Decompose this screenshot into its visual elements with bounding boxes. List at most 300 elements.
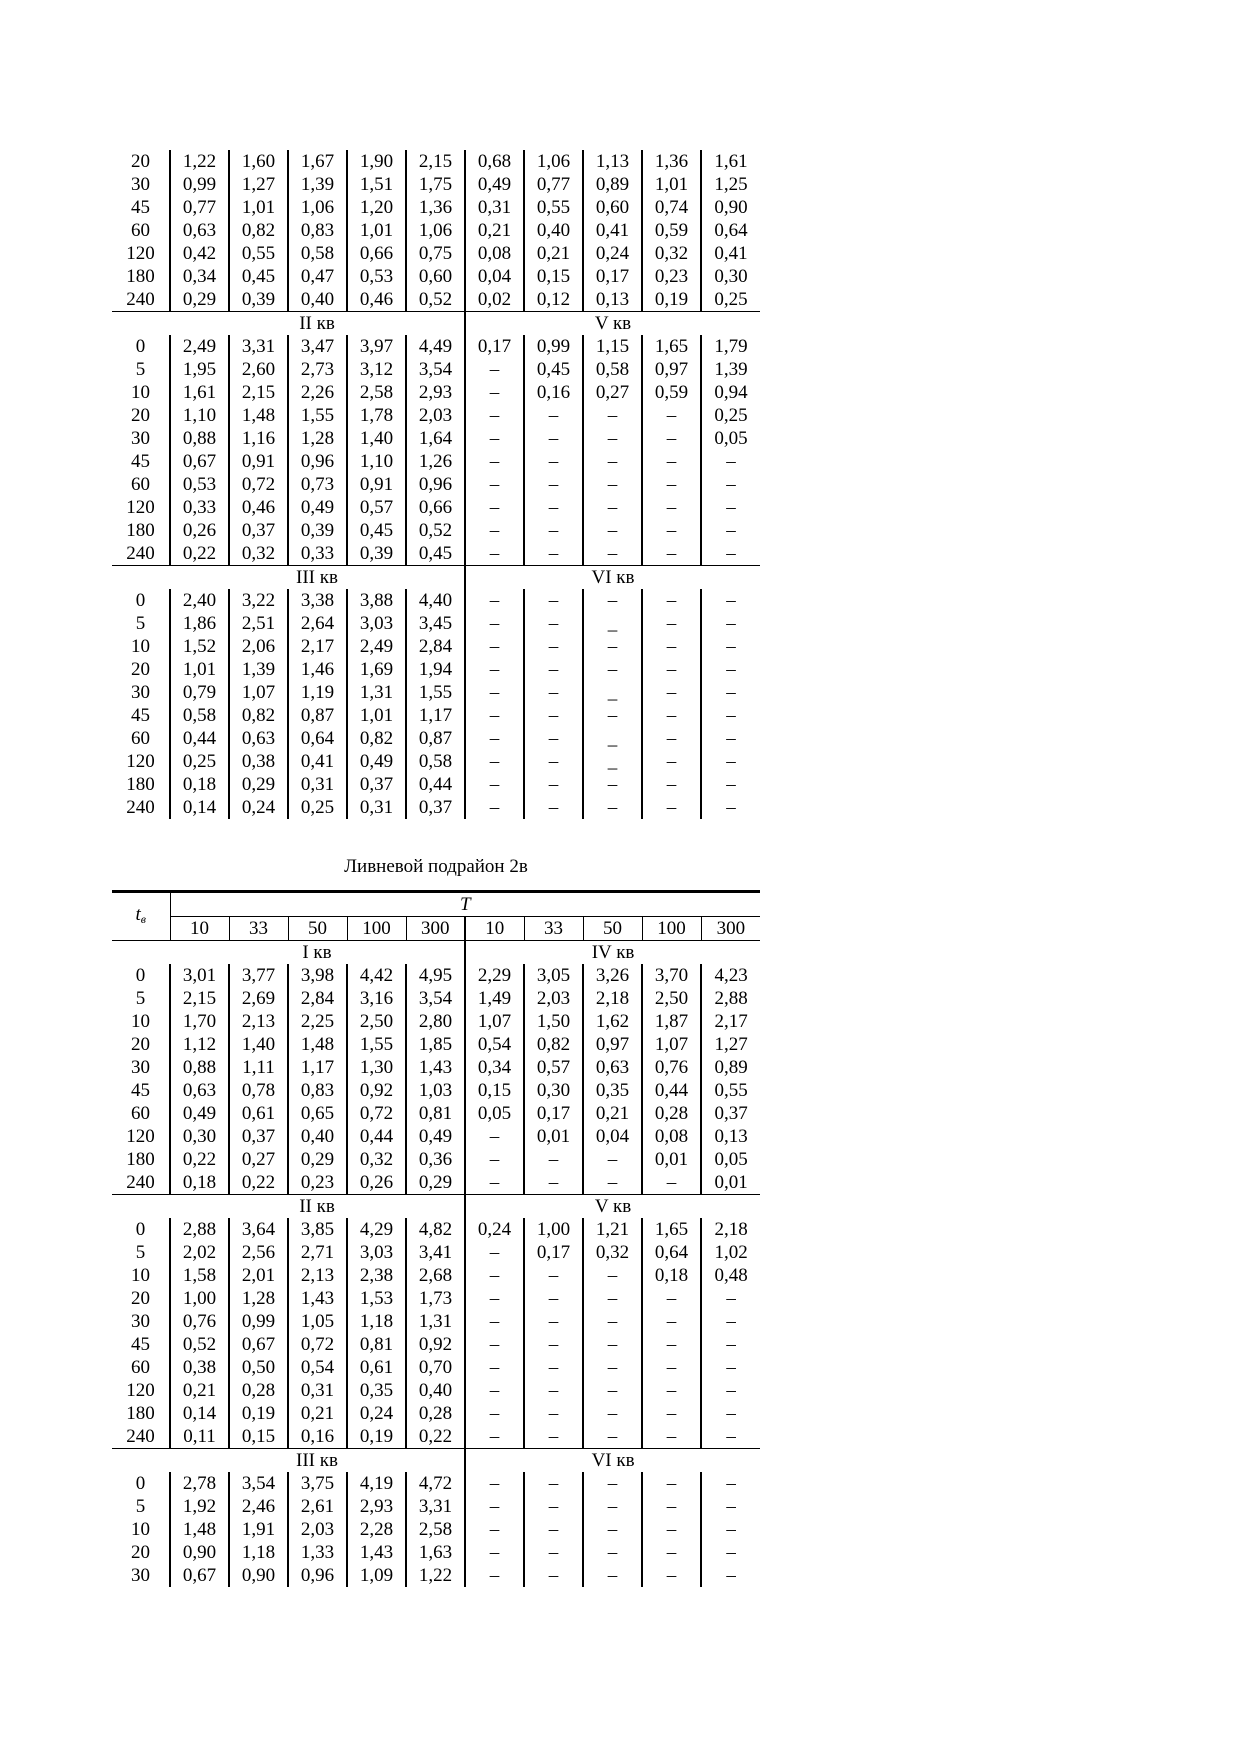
value-cell: 1,07 bbox=[229, 681, 288, 704]
table-row bbox=[112, 612, 760, 635]
table-row bbox=[112, 196, 760, 219]
value-cell: 1,46 bbox=[288, 658, 347, 681]
value-cell: 0,58 bbox=[583, 358, 642, 381]
value-cell: 2,17 bbox=[701, 1010, 760, 1033]
value-cell: 0,83 bbox=[288, 1079, 347, 1102]
value-cell: – bbox=[701, 1379, 760, 1402]
duration-cell: 60 bbox=[131, 473, 150, 495]
value-cell: 1,63 bbox=[406, 1541, 465, 1564]
value-cell: 0,58 bbox=[406, 750, 465, 773]
value-cell: 0,44 bbox=[642, 1079, 701, 1102]
value-cell: – bbox=[524, 1495, 583, 1518]
value-cell: – bbox=[465, 1310, 524, 1333]
value-cell: 0,34 bbox=[465, 1056, 524, 1079]
value-cell: 1,33 bbox=[288, 1541, 347, 1564]
value-cell: 3,64 bbox=[229, 1218, 288, 1241]
value-cell: – bbox=[583, 404, 642, 427]
value-cell: – bbox=[583, 1564, 642, 1587]
quarter-header-right: IV кв bbox=[465, 941, 760, 965]
table-row bbox=[112, 150, 760, 173]
value-cell: 4,42 bbox=[347, 964, 406, 987]
value-cell: 2,06 bbox=[229, 635, 288, 658]
duration-cell: 30 bbox=[131, 1310, 150, 1332]
value-cell: 1,87 bbox=[642, 1010, 701, 1033]
value-cell: – bbox=[583, 1356, 642, 1379]
table-row bbox=[112, 727, 760, 750]
value-cell: – bbox=[642, 635, 701, 658]
value-cell: 0,54 bbox=[288, 1356, 347, 1379]
quarter-header-row bbox=[112, 566, 760, 590]
value-cell: 0,01 bbox=[524, 1125, 583, 1148]
value-cell: 0,16 bbox=[288, 1425, 347, 1449]
value-cell: 0,65 bbox=[288, 1102, 347, 1125]
value-cell: – bbox=[524, 1425, 583, 1449]
value-cell: 1,07 bbox=[465, 1010, 524, 1033]
value-cell: – bbox=[642, 1472, 701, 1495]
value-cell: – bbox=[524, 727, 583, 750]
duration-cell: 20 bbox=[131, 1287, 150, 1309]
value-cell: 2,80 bbox=[406, 1010, 465, 1033]
value-cell: 1,86 bbox=[170, 612, 229, 635]
value-cell: 0,72 bbox=[347, 1102, 406, 1125]
table-row bbox=[112, 1033, 760, 1056]
value-cell: – bbox=[642, 1356, 701, 1379]
value-cell: 3,22 bbox=[229, 589, 288, 612]
value-cell: 3,38 bbox=[288, 589, 347, 612]
value-cell: – bbox=[583, 1402, 642, 1425]
quarter-header-right: VI кв bbox=[465, 566, 760, 590]
duration-cell: 5 bbox=[135, 358, 146, 380]
value-cell: 0,45 bbox=[524, 358, 583, 381]
value-cell: 0,92 bbox=[406, 1333, 465, 1356]
value-cell: 3,75 bbox=[288, 1472, 347, 1495]
table-row bbox=[112, 658, 760, 681]
value-cell: 2,02 bbox=[170, 1241, 229, 1264]
value-cell: 0,45 bbox=[229, 265, 288, 288]
value-cell: 0,73 bbox=[288, 473, 347, 496]
value-cell: – bbox=[642, 1425, 701, 1449]
value-cell: 1,16 bbox=[229, 427, 288, 450]
value-cell: 4,72 bbox=[406, 1472, 465, 1495]
value-cell: 0,28 bbox=[229, 1379, 288, 1402]
value-cell: 3,54 bbox=[229, 1472, 288, 1495]
value-cell: 1,00 bbox=[170, 1287, 229, 1310]
value-cell: 2,50 bbox=[347, 1010, 406, 1033]
value-cell: 0,67 bbox=[229, 1333, 288, 1356]
quarter-header-spacer bbox=[112, 941, 170, 965]
value-cell: 3,97 bbox=[347, 335, 406, 358]
table-row bbox=[112, 964, 760, 987]
value-cell: 3,98 bbox=[288, 964, 347, 987]
duration-cell: 120 bbox=[126, 242, 155, 264]
value-cell: – bbox=[524, 496, 583, 519]
value-cell: 0,37 bbox=[406, 796, 465, 819]
value-cell: 0,50 bbox=[229, 1356, 288, 1379]
duration-cell: 240 bbox=[126, 1171, 155, 1193]
value-cell: 0,76 bbox=[642, 1056, 701, 1079]
duration-cell: 0 bbox=[135, 1472, 146, 1494]
t-column-header: $t_в$ bbox=[112, 892, 170, 941]
value-cell: 1,73 bbox=[406, 1287, 465, 1310]
value-cell: 3,70 bbox=[642, 964, 701, 987]
value-cell: 0,46 bbox=[229, 496, 288, 519]
value-cell: 1,20 bbox=[347, 196, 406, 219]
value-cell: 0,31 bbox=[288, 1379, 347, 1402]
value-cell: – bbox=[465, 658, 524, 681]
value-cell: 1,85 bbox=[406, 1033, 465, 1056]
duration-cell: 5 bbox=[135, 612, 146, 634]
value-cell: 2,50 bbox=[642, 987, 701, 1010]
table-row bbox=[112, 1425, 760, 1449]
value-cell: 0,63 bbox=[229, 727, 288, 750]
quarter-header-row bbox=[112, 1449, 760, 1473]
value-cell: – bbox=[465, 1518, 524, 1541]
return-period-column-header: 100 bbox=[642, 917, 701, 941]
value-cell: 2,73 bbox=[288, 358, 347, 381]
value-cell: 0,74 bbox=[642, 196, 701, 219]
value-cell: 1,92 bbox=[170, 1495, 229, 1518]
value-cell: 0,40 bbox=[524, 219, 583, 242]
value-cell: 1,58 bbox=[170, 1264, 229, 1287]
value-cell: – bbox=[524, 750, 583, 773]
return-period-column-header: 33 bbox=[229, 917, 288, 941]
value-cell: 0,29 bbox=[288, 1148, 347, 1171]
value-cell: 0,17 bbox=[524, 1241, 583, 1264]
table-row bbox=[112, 1241, 760, 1264]
value-cell: 1,01 bbox=[347, 704, 406, 727]
value-cell: – bbox=[642, 796, 701, 819]
table-row bbox=[112, 1333, 760, 1356]
value-cell: 1,28 bbox=[229, 1287, 288, 1310]
return-period-column-header: 50 bbox=[583, 917, 642, 941]
value-cell: 1,11 bbox=[229, 1056, 288, 1079]
value-cell: – bbox=[701, 519, 760, 542]
value-cell: – bbox=[524, 1171, 583, 1195]
table-row bbox=[112, 1102, 760, 1125]
value-cell: 0,25 bbox=[170, 750, 229, 773]
value-cell: 1,69 bbox=[347, 658, 406, 681]
value-cell: – bbox=[583, 427, 642, 450]
value-cell: 1,52 bbox=[170, 635, 229, 658]
value-cell: 2,13 bbox=[288, 1264, 347, 1287]
value-cell: 2,64 bbox=[288, 612, 347, 635]
value-cell: 0,52 bbox=[406, 519, 465, 542]
value-cell: 0,31 bbox=[465, 196, 524, 219]
value-cell: 1,15 bbox=[583, 335, 642, 358]
value-cell: _ bbox=[583, 612, 642, 635]
value-cell: 0,49 bbox=[406, 1125, 465, 1148]
duration-cell: 180 bbox=[126, 1148, 155, 1170]
value-cell: 0,96 bbox=[288, 450, 347, 473]
value-cell: 0,66 bbox=[347, 242, 406, 265]
value-cell: 0,15 bbox=[229, 1425, 288, 1449]
duration-cell: 180 bbox=[126, 265, 155, 287]
value-cell: 0,63 bbox=[170, 1079, 229, 1102]
value-cell: 1,10 bbox=[170, 404, 229, 427]
value-cell: 1,64 bbox=[406, 427, 465, 450]
value-cell: 1,21 bbox=[583, 1218, 642, 1241]
value-cell: 3,45 bbox=[406, 612, 465, 635]
value-cell: 0,88 bbox=[170, 427, 229, 450]
duration-cell: 30 bbox=[131, 1564, 150, 1586]
table-row bbox=[112, 1079, 760, 1102]
value-cell: 0,25 bbox=[701, 404, 760, 427]
value-cell: 3,54 bbox=[406, 987, 465, 1010]
value-cell: – bbox=[583, 704, 642, 727]
value-cell: 0,19 bbox=[229, 1402, 288, 1425]
value-cell: 0,75 bbox=[406, 242, 465, 265]
value-cell: 0,48 bbox=[701, 1264, 760, 1287]
table-row bbox=[112, 1056, 760, 1079]
value-cell: 0,18 bbox=[642, 1264, 701, 1287]
value-cell: – bbox=[642, 1541, 701, 1564]
value-cell: – bbox=[465, 496, 524, 519]
value-cell: 0,38 bbox=[170, 1356, 229, 1379]
value-cell: – bbox=[465, 1495, 524, 1518]
value-cell: – bbox=[465, 542, 524, 566]
value-cell: – bbox=[642, 427, 701, 450]
quarter-header-right: V кв bbox=[465, 312, 760, 336]
value-cell: 1,31 bbox=[347, 681, 406, 704]
value-cell: 1,67 bbox=[288, 150, 347, 173]
value-cell: 0,28 bbox=[406, 1402, 465, 1425]
value-cell: 3,16 bbox=[347, 987, 406, 1010]
quarter-header-row bbox=[112, 1195, 760, 1219]
value-cell: 1,19 bbox=[288, 681, 347, 704]
value-cell: 1,07 bbox=[642, 1033, 701, 1056]
table-row bbox=[112, 1541, 760, 1564]
duration-cell: 240 bbox=[126, 796, 155, 818]
value-cell: 0,29 bbox=[170, 288, 229, 312]
value-cell: – bbox=[524, 589, 583, 612]
value-cell: 0,45 bbox=[406, 542, 465, 566]
value-cell: 0,83 bbox=[288, 219, 347, 242]
value-cell: – bbox=[701, 681, 760, 704]
value-cell: – bbox=[583, 1171, 642, 1195]
value-cell: 3,26 bbox=[583, 964, 642, 987]
table-row bbox=[112, 1171, 760, 1195]
value-cell: 0,53 bbox=[347, 265, 406, 288]
value-cell: 0,67 bbox=[170, 450, 229, 473]
value-cell: 1,61 bbox=[170, 381, 229, 404]
duration-cell: 0 bbox=[135, 589, 146, 611]
value-cell: – bbox=[642, 681, 701, 704]
quarter-header-left: III кв bbox=[170, 1449, 465, 1473]
value-cell: 2,88 bbox=[170, 1218, 229, 1241]
value-cell: – bbox=[642, 1379, 701, 1402]
value-cell: 4,19 bbox=[347, 1472, 406, 1495]
quarter-header-spacer bbox=[112, 566, 170, 590]
duration-cell: 120 bbox=[126, 750, 155, 772]
value-cell: 0,61 bbox=[347, 1356, 406, 1379]
value-cell: 1,50 bbox=[524, 1010, 583, 1033]
value-cell: 4,29 bbox=[347, 1218, 406, 1241]
duration-cell: 180 bbox=[126, 519, 155, 541]
value-cell: 1,30 bbox=[347, 1056, 406, 1079]
value-cell: 0,63 bbox=[170, 219, 229, 242]
duration-cell: 0 bbox=[135, 1218, 146, 1240]
value-cell: – bbox=[642, 404, 701, 427]
value-cell: 0,81 bbox=[406, 1102, 465, 1125]
value-cell: 4,95 bbox=[406, 964, 465, 987]
value-cell: – bbox=[524, 773, 583, 796]
value-cell: – bbox=[642, 519, 701, 542]
value-cell: – bbox=[583, 1379, 642, 1402]
value-cell: – bbox=[701, 1564, 760, 1587]
value-cell: 1,09 bbox=[347, 1564, 406, 1587]
table-row bbox=[112, 242, 760, 265]
value-cell: 0,37 bbox=[701, 1102, 760, 1125]
value-cell: – bbox=[524, 1518, 583, 1541]
duration-cell: 5 bbox=[135, 1495, 146, 1517]
duration-cell: 240 bbox=[126, 1425, 155, 1447]
value-cell: 0,70 bbox=[406, 1356, 465, 1379]
table-row bbox=[112, 427, 760, 450]
value-cell: 3,47 bbox=[288, 335, 347, 358]
value-cell: 1,06 bbox=[288, 196, 347, 219]
value-cell: 1,17 bbox=[288, 1056, 347, 1079]
value-cell: 2,29 bbox=[465, 964, 524, 987]
value-cell: _ bbox=[583, 727, 642, 750]
value-cell: 0,44 bbox=[406, 773, 465, 796]
value-cell: 1,31 bbox=[406, 1310, 465, 1333]
value-cell: 0,89 bbox=[701, 1056, 760, 1079]
value-cell: 3,88 bbox=[347, 589, 406, 612]
intensity-table-subregion-2v bbox=[112, 890, 760, 1587]
value-cell: – bbox=[465, 589, 524, 612]
value-cell: 0,77 bbox=[170, 196, 229, 219]
value-cell: – bbox=[465, 635, 524, 658]
value-cell: 0,33 bbox=[288, 542, 347, 566]
value-cell: 0,24 bbox=[465, 1218, 524, 1241]
duration-cell: 60 bbox=[131, 1356, 150, 1378]
value-cell: 0,53 bbox=[170, 473, 229, 496]
value-cell: – bbox=[583, 1495, 642, 1518]
value-cell: 0,60 bbox=[583, 196, 642, 219]
value-cell: 4,40 bbox=[406, 589, 465, 612]
return-period-column-header: 33 bbox=[524, 917, 583, 941]
value-cell: 2,17 bbox=[288, 635, 347, 658]
return-period-column-header: 100 bbox=[347, 917, 406, 941]
duration-cell: 120 bbox=[126, 496, 155, 518]
value-cell: – bbox=[465, 681, 524, 704]
T-column-header: T bbox=[170, 892, 760, 917]
value-cell: 1,27 bbox=[701, 1033, 760, 1056]
value-cell: 1,78 bbox=[347, 404, 406, 427]
value-cell: – bbox=[642, 1518, 701, 1541]
duration-cell: 180 bbox=[126, 773, 155, 795]
value-cell: 1,06 bbox=[524, 150, 583, 173]
value-cell: 0,42 bbox=[170, 242, 229, 265]
value-cell: 0,91 bbox=[347, 473, 406, 496]
value-cell: – bbox=[642, 658, 701, 681]
value-cell: 2,49 bbox=[170, 335, 229, 358]
table-row bbox=[112, 265, 760, 288]
value-cell: 0,61 bbox=[229, 1102, 288, 1125]
value-cell: 0,26 bbox=[347, 1171, 406, 1195]
value-cell: 3,54 bbox=[406, 358, 465, 381]
value-cell: 1,48 bbox=[170, 1518, 229, 1541]
value-cell: 0,01 bbox=[701, 1171, 760, 1195]
value-cell: – bbox=[583, 473, 642, 496]
duration-cell: 60 bbox=[131, 1102, 150, 1124]
value-cell: 0,52 bbox=[406, 288, 465, 312]
value-cell: 0,37 bbox=[347, 773, 406, 796]
value-cell: 0,57 bbox=[347, 496, 406, 519]
value-cell: 2,88 bbox=[701, 987, 760, 1010]
duration-cell: 10 bbox=[131, 1010, 150, 1032]
value-cell: 4,23 bbox=[701, 964, 760, 987]
value-cell: – bbox=[465, 473, 524, 496]
value-cell: – bbox=[465, 612, 524, 635]
value-cell: 0,47 bbox=[288, 265, 347, 288]
value-cell: 2,15 bbox=[406, 150, 465, 173]
value-cell: 0,87 bbox=[288, 704, 347, 727]
value-cell: 0,01 bbox=[642, 1148, 701, 1171]
value-cell: 4,82 bbox=[406, 1218, 465, 1241]
value-cell: – bbox=[524, 450, 583, 473]
value-cell: 0,04 bbox=[583, 1125, 642, 1148]
table-row bbox=[112, 1125, 760, 1148]
value-cell: – bbox=[465, 1264, 524, 1287]
value-cell: – bbox=[642, 450, 701, 473]
value-cell: 2,03 bbox=[406, 404, 465, 427]
value-cell: 1,06 bbox=[406, 219, 465, 242]
value-cell: – bbox=[465, 1287, 524, 1310]
value-cell: 0,33 bbox=[170, 496, 229, 519]
value-cell: 0,82 bbox=[229, 219, 288, 242]
value-cell: 0,58 bbox=[288, 242, 347, 265]
value-cell: – bbox=[701, 1472, 760, 1495]
value-cell: 1,79 bbox=[701, 335, 760, 358]
value-cell: 2,84 bbox=[288, 987, 347, 1010]
table-row bbox=[112, 542, 760, 566]
value-cell: 0,25 bbox=[288, 796, 347, 819]
value-cell: – bbox=[583, 496, 642, 519]
value-cell: 2,56 bbox=[229, 1241, 288, 1264]
value-cell: 0,57 bbox=[524, 1056, 583, 1079]
table-row bbox=[112, 589, 760, 612]
value-cell: 0,27 bbox=[583, 381, 642, 404]
value-cell: 0,40 bbox=[288, 1125, 347, 1148]
value-cell: 0,60 bbox=[406, 265, 465, 288]
duration-cell: 10 bbox=[131, 1518, 150, 1540]
table-row bbox=[112, 335, 760, 358]
value-cell: 0,24 bbox=[347, 1402, 406, 1425]
value-cell: 0,30 bbox=[524, 1079, 583, 1102]
value-cell: 0,72 bbox=[288, 1333, 347, 1356]
value-cell: 2,49 bbox=[347, 635, 406, 658]
value-cell: 0,79 bbox=[170, 681, 229, 704]
value-cell: – bbox=[642, 773, 701, 796]
value-cell: – bbox=[583, 1264, 642, 1287]
table-row bbox=[112, 1495, 760, 1518]
value-cell: 0,17 bbox=[524, 1102, 583, 1125]
value-cell: 2,40 bbox=[170, 589, 229, 612]
value-cell: 0,16 bbox=[524, 381, 583, 404]
value-cell: – bbox=[701, 1356, 760, 1379]
value-cell: _ bbox=[583, 750, 642, 773]
value-cell: 1,17 bbox=[406, 704, 465, 727]
value-cell: – bbox=[701, 1287, 760, 1310]
duration-cell: 20 bbox=[131, 658, 150, 680]
duration-cell: 5 bbox=[135, 987, 146, 1009]
value-cell: – bbox=[583, 658, 642, 681]
value-cell: 0,21 bbox=[583, 1102, 642, 1125]
table-row bbox=[112, 358, 760, 381]
value-cell: 0,55 bbox=[524, 196, 583, 219]
value-cell: 0,97 bbox=[583, 1033, 642, 1056]
